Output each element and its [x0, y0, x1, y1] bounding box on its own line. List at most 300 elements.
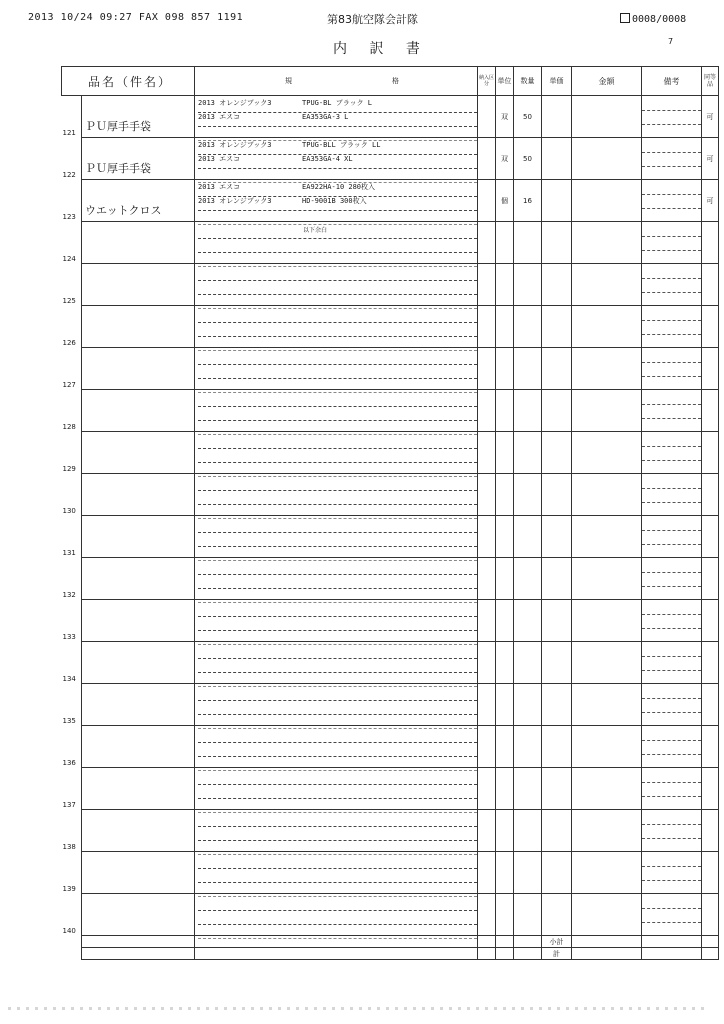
item-name-cell	[82, 306, 195, 348]
spec-model: HD-9001B 300枚入	[302, 197, 367, 205]
unit-price-cell	[542, 474, 572, 516]
table-row	[62, 726, 719, 768]
row-number: 122	[62, 170, 76, 179]
unit-price-cell	[542, 768, 572, 810]
item-equivalent	[702, 768, 719, 810]
mark-cell	[478, 138, 496, 180]
spec-line-blank	[198, 364, 477, 379]
table-row	[62, 432, 719, 474]
mark-cell	[478, 726, 496, 768]
amount-cell	[572, 768, 642, 810]
table-row	[62, 348, 719, 390]
page-count	[620, 12, 686, 25]
item-name-cell	[82, 474, 195, 516]
amount-cell	[572, 432, 642, 474]
amount-cell	[572, 138, 642, 180]
row-number: 121	[62, 128, 76, 137]
item-unit	[496, 516, 514, 558]
item-equivalent	[702, 642, 719, 684]
unit-price-cell	[542, 96, 572, 138]
unit-price-cell	[542, 894, 572, 936]
spec-maker: 2013 オレンジブック3	[198, 141, 272, 149]
row-number-cell	[62, 768, 82, 810]
item-spec-cell	[195, 222, 478, 264]
spec-model: EA353GA-4 XL	[302, 155, 353, 163]
item-unit: 双	[496, 138, 514, 180]
amount-cell	[572, 558, 642, 600]
table-row	[62, 306, 719, 348]
column-spec	[195, 67, 478, 96]
item-unit	[496, 642, 514, 684]
row-number-cell	[62, 894, 82, 936]
amount-cell	[572, 642, 642, 684]
item-equivalent	[702, 600, 719, 642]
column-amount: 金額	[572, 67, 642, 96]
row-number: 131	[62, 548, 76, 557]
item-name-cell	[82, 600, 195, 642]
item-spec-cell	[195, 264, 478, 306]
item-spec-cell	[195, 516, 478, 558]
mark-cell	[478, 642, 496, 684]
row-number: 133	[62, 632, 76, 641]
row-number: 125	[62, 296, 76, 305]
row-number: 129	[62, 464, 76, 473]
item-name-cell	[82, 726, 195, 768]
item-equivalent	[702, 894, 719, 936]
item-qty	[514, 348, 542, 390]
item-qty	[514, 810, 542, 852]
spec-line-blank	[198, 518, 477, 533]
spec-line-blank	[198, 742, 477, 757]
amount-cell	[572, 600, 642, 642]
item-name-cell	[82, 264, 195, 306]
item-qty	[514, 768, 542, 810]
item-spec-cell	[195, 390, 478, 432]
item-qty	[514, 852, 542, 894]
row-number: 126	[62, 338, 76, 347]
row-number: 132	[62, 590, 76, 599]
spec-model: TPUG-BLL ブラック LL	[302, 141, 381, 149]
item-spec-cell	[195, 474, 478, 516]
spec-line-blank	[198, 322, 477, 337]
row-number-cell	[62, 306, 82, 348]
unit-price-cell	[542, 684, 572, 726]
unit-price-cell	[542, 390, 572, 432]
item-equivalent	[702, 810, 719, 852]
item-name-cell	[82, 96, 195, 138]
spec-line-blank	[198, 728, 477, 743]
item-unit: 双	[496, 96, 514, 138]
item-spec-cell	[195, 768, 478, 810]
row-number-cell	[62, 852, 82, 894]
item-spec-cell	[195, 96, 478, 138]
item-unit	[496, 432, 514, 474]
item-qty	[514, 474, 542, 516]
spec-maker: 2013 エスコ	[198, 155, 241, 163]
spec-model: TPUG-BL ブラック L	[302, 99, 373, 107]
item-unit	[496, 852, 514, 894]
mark-cell	[478, 894, 496, 936]
row-number-cell	[62, 684, 82, 726]
column-mark: 納入区分	[478, 67, 496, 96]
checkbox-icon	[620, 13, 630, 23]
item-name-cell	[82, 516, 195, 558]
amount-cell	[572, 474, 642, 516]
row-number-cell	[62, 96, 82, 138]
remarks-cell	[642, 768, 702, 810]
spec-line-blank	[198, 868, 477, 883]
item-unit	[496, 684, 514, 726]
item-spec-cell	[195, 894, 478, 936]
remarks-cell	[642, 558, 702, 600]
item-unit: 個	[496, 180, 514, 222]
column-unit: 単位	[496, 67, 514, 96]
mark-cell	[478, 516, 496, 558]
item-spec-cell	[195, 810, 478, 852]
item-equivalent	[702, 474, 719, 516]
amount-cell	[572, 726, 642, 768]
remarks-cell	[642, 432, 702, 474]
spec-maker: 2013 オレンジブック3	[198, 197, 272, 205]
item-qty	[514, 516, 542, 558]
item-unit	[496, 264, 514, 306]
row-number: 135	[62, 716, 76, 725]
item-name-cell	[82, 348, 195, 390]
item-equivalent	[702, 726, 719, 768]
unit-price-cell	[542, 600, 572, 642]
spec-line-blank	[198, 350, 477, 365]
item-qty	[514, 390, 542, 432]
table-row	[62, 810, 719, 852]
item-unit	[496, 768, 514, 810]
scan-noise-strip	[8, 1007, 708, 1010]
item-equivalent: 可	[702, 96, 719, 138]
spec-model: EA353GA-3 L	[302, 113, 349, 121]
unit-price-cell	[542, 558, 572, 600]
spec-line-blank	[198, 280, 477, 295]
unit-price-cell	[542, 810, 572, 852]
unit-price-cell	[542, 348, 572, 390]
remarks-cell	[642, 306, 702, 348]
unit-price-cell	[542, 516, 572, 558]
item-qty	[514, 894, 542, 936]
item-qty: 16	[514, 180, 542, 222]
item-qty	[514, 642, 542, 684]
spec-line-blank	[198, 238, 477, 253]
row-number-cell	[62, 390, 82, 432]
table-row	[62, 96, 719, 138]
item-qty	[514, 264, 542, 306]
item-unit	[496, 390, 514, 432]
page-count-text: 0008/0008	[632, 14, 687, 25]
mark-cell	[478, 474, 496, 516]
table-row	[62, 600, 719, 642]
row-number-cell	[62, 558, 82, 600]
item-unit	[496, 222, 514, 264]
row-number-cell	[62, 432, 82, 474]
spec-line-blank	[198, 770, 477, 785]
item-name-cell	[82, 558, 195, 600]
spec-line-blank	[198, 560, 477, 575]
row-number: 127	[62, 380, 76, 389]
spec-line-blank	[198, 476, 477, 491]
table-row	[62, 642, 719, 684]
amount-cell	[572, 348, 642, 390]
remarks-cell	[642, 474, 702, 516]
item-spec-cell	[195, 138, 478, 180]
remainder-blank-note: 以下余白	[303, 227, 328, 234]
total-row	[62, 948, 719, 960]
unit-price-cell	[542, 222, 572, 264]
table-row	[62, 768, 719, 810]
spec-line	[198, 196, 477, 211]
mark-cell	[478, 684, 496, 726]
table-row	[62, 852, 719, 894]
remarks-cell	[642, 684, 702, 726]
row-number: 138	[62, 842, 76, 851]
mark-cell	[478, 264, 496, 306]
mark-cell	[478, 390, 496, 432]
amount-cell	[572, 852, 642, 894]
item-name-cell	[82, 852, 195, 894]
table-row	[62, 222, 719, 264]
table-row	[62, 264, 719, 306]
item-name-cell	[82, 432, 195, 474]
spec-line-blank	[198, 602, 477, 617]
spec-line-blank	[198, 532, 477, 547]
spec-line-blank	[198, 700, 477, 715]
remarks-cell	[642, 264, 702, 306]
row-number: 140	[62, 926, 76, 935]
item-qty	[514, 684, 542, 726]
fax-header-line: 2013 10/24 09:27 FAX 098 857 1191	[28, 12, 244, 23]
item-qty	[514, 600, 542, 642]
item-name-cell	[82, 390, 195, 432]
item-name-cell	[82, 810, 195, 852]
unit-price-cell	[542, 726, 572, 768]
item-spec-cell	[195, 642, 478, 684]
table-header-row	[62, 67, 719, 96]
remarks-cell	[642, 894, 702, 936]
column-spec-a: 規	[285, 77, 293, 85]
item-equivalent	[702, 390, 719, 432]
department-name: 第83航空隊会計隊	[327, 13, 418, 26]
item-spec-cell	[195, 180, 478, 222]
item-spec-cell	[195, 852, 478, 894]
spec-line-blank	[198, 224, 477, 239]
item-unit	[496, 726, 514, 768]
row-number: 134	[62, 674, 76, 683]
row-number-cell	[62, 642, 82, 684]
column-unit-price: 単価	[542, 67, 572, 96]
table-row	[62, 138, 719, 180]
spec-line-blank	[198, 644, 477, 659]
item-name-cell	[82, 684, 195, 726]
item-qty	[514, 306, 542, 348]
remarks-cell	[642, 96, 702, 138]
spec-line-blank	[198, 658, 477, 673]
item-name: ＰＵ厚手手袋	[85, 120, 151, 133]
table-row	[62, 474, 719, 516]
row-number: 128	[62, 422, 76, 431]
item-equivalent	[702, 558, 719, 600]
item-qty	[514, 432, 542, 474]
itemized-table	[61, 66, 719, 960]
item-spec-cell	[195, 558, 478, 600]
column-remarks: 備考	[642, 67, 702, 96]
row-number: 123	[62, 212, 76, 221]
spec-line-blank	[198, 826, 477, 841]
item-qty	[514, 726, 542, 768]
spec-line-blank	[198, 924, 477, 939]
unit-price-cell	[542, 180, 572, 222]
row-number: 137	[62, 800, 76, 809]
spec-line-blank	[198, 812, 477, 827]
table-row	[62, 684, 719, 726]
table-row	[62, 516, 719, 558]
item-name-cell	[82, 222, 195, 264]
spec-line	[198, 98, 477, 113]
row-number: 136	[62, 758, 76, 767]
subtotal-label: 小計	[542, 936, 572, 948]
row-number-cell	[62, 810, 82, 852]
item-qty	[514, 222, 542, 264]
item-spec-cell	[195, 306, 478, 348]
spec-model: EA922HA-10 280枚入	[302, 183, 376, 191]
item-spec-cell	[195, 348, 478, 390]
item-spec-cell	[195, 600, 478, 642]
mark-cell	[478, 768, 496, 810]
item-equivalent	[702, 516, 719, 558]
spec-line	[198, 140, 477, 155]
amount-cell	[572, 264, 642, 306]
spec-line-blank	[198, 308, 477, 323]
spec-line-blank	[198, 784, 477, 799]
row-number-cell	[62, 222, 82, 264]
unit-price-cell	[542, 264, 572, 306]
item-equivalent	[702, 348, 719, 390]
mark-cell	[478, 348, 496, 390]
spec-line-blank	[198, 266, 477, 281]
item-equivalent	[702, 684, 719, 726]
column-spec-b: 格	[392, 77, 400, 85]
spec-maker: 2013 エスコ	[198, 183, 241, 191]
item-spec-cell	[195, 432, 478, 474]
row-number-cell	[62, 180, 82, 222]
spec-line-blank	[198, 686, 477, 701]
amount-cell	[572, 684, 642, 726]
remarks-cell	[642, 348, 702, 390]
remarks-cell	[642, 222, 702, 264]
mark-cell	[478, 96, 496, 138]
spec-maker: 2013 エスコ	[198, 113, 241, 121]
remarks-cell	[642, 642, 702, 684]
remarks-cell	[642, 600, 702, 642]
item-qty: 50	[514, 138, 542, 180]
amount-cell	[572, 180, 642, 222]
spec-line-blank	[198, 574, 477, 589]
row-number-cell	[62, 600, 82, 642]
remarks-cell	[642, 138, 702, 180]
spec-line-blank	[198, 448, 477, 463]
mark-cell	[478, 306, 496, 348]
row-number-cell	[62, 474, 82, 516]
unit-price-cell	[542, 852, 572, 894]
amount-cell	[572, 222, 642, 264]
table-row	[62, 558, 719, 600]
spec-line-blank	[198, 434, 477, 449]
remarks-cell	[642, 180, 702, 222]
mark-cell	[478, 810, 496, 852]
item-unit	[496, 474, 514, 516]
mark-cell	[478, 222, 496, 264]
unit-price-cell	[542, 138, 572, 180]
item-equivalent	[702, 432, 719, 474]
spec-line-blank	[198, 406, 477, 421]
row-number-cell	[62, 264, 82, 306]
row-number: 139	[62, 884, 76, 893]
remarks-cell	[642, 516, 702, 558]
column-name: 品名（件名）	[62, 67, 195, 96]
spec-line	[198, 112, 477, 127]
amount-cell	[572, 390, 642, 432]
item-spec-cell	[195, 684, 478, 726]
item-equivalent	[702, 306, 719, 348]
total-label: 計	[542, 948, 572, 960]
item-name: ＰＵ厚手手袋	[85, 162, 151, 175]
table-row	[62, 894, 719, 936]
item-name-cell	[82, 138, 195, 180]
item-unit	[496, 348, 514, 390]
item-name-cell	[82, 642, 195, 684]
remarks-cell	[642, 810, 702, 852]
spec-maker: 2013 オレンジブック3	[198, 99, 272, 107]
item-unit	[496, 810, 514, 852]
column-qty: 数量	[514, 67, 542, 96]
item-name-cell	[82, 180, 195, 222]
remarks-cell	[642, 852, 702, 894]
item-name: ウエットクロス	[85, 204, 162, 217]
amount-cell	[572, 96, 642, 138]
spec-line-blank	[198, 490, 477, 505]
item-qty	[514, 558, 542, 600]
unit-price-cell	[542, 432, 572, 474]
unit-price-cell	[542, 306, 572, 348]
column-equivalent: 同等品	[702, 67, 719, 96]
row-number: 130	[62, 506, 76, 515]
item-qty: 50	[514, 96, 542, 138]
item-name-cell	[82, 768, 195, 810]
amount-cell	[572, 306, 642, 348]
remarks-cell	[642, 726, 702, 768]
row-number-cell	[62, 348, 82, 390]
spec-line-blank	[198, 854, 477, 869]
item-unit	[496, 600, 514, 642]
page-number: 7	[668, 37, 674, 46]
remarks-cell	[642, 390, 702, 432]
spec-line	[198, 154, 477, 169]
amount-cell	[572, 810, 642, 852]
row-number: 124	[62, 254, 76, 263]
amount-cell	[572, 894, 642, 936]
mark-cell	[478, 600, 496, 642]
item-equivalent: 可	[702, 138, 719, 180]
mark-cell	[478, 432, 496, 474]
item-unit	[496, 894, 514, 936]
item-name-cell	[82, 894, 195, 936]
item-spec-cell	[195, 726, 478, 768]
item-equivalent: 可	[702, 180, 719, 222]
